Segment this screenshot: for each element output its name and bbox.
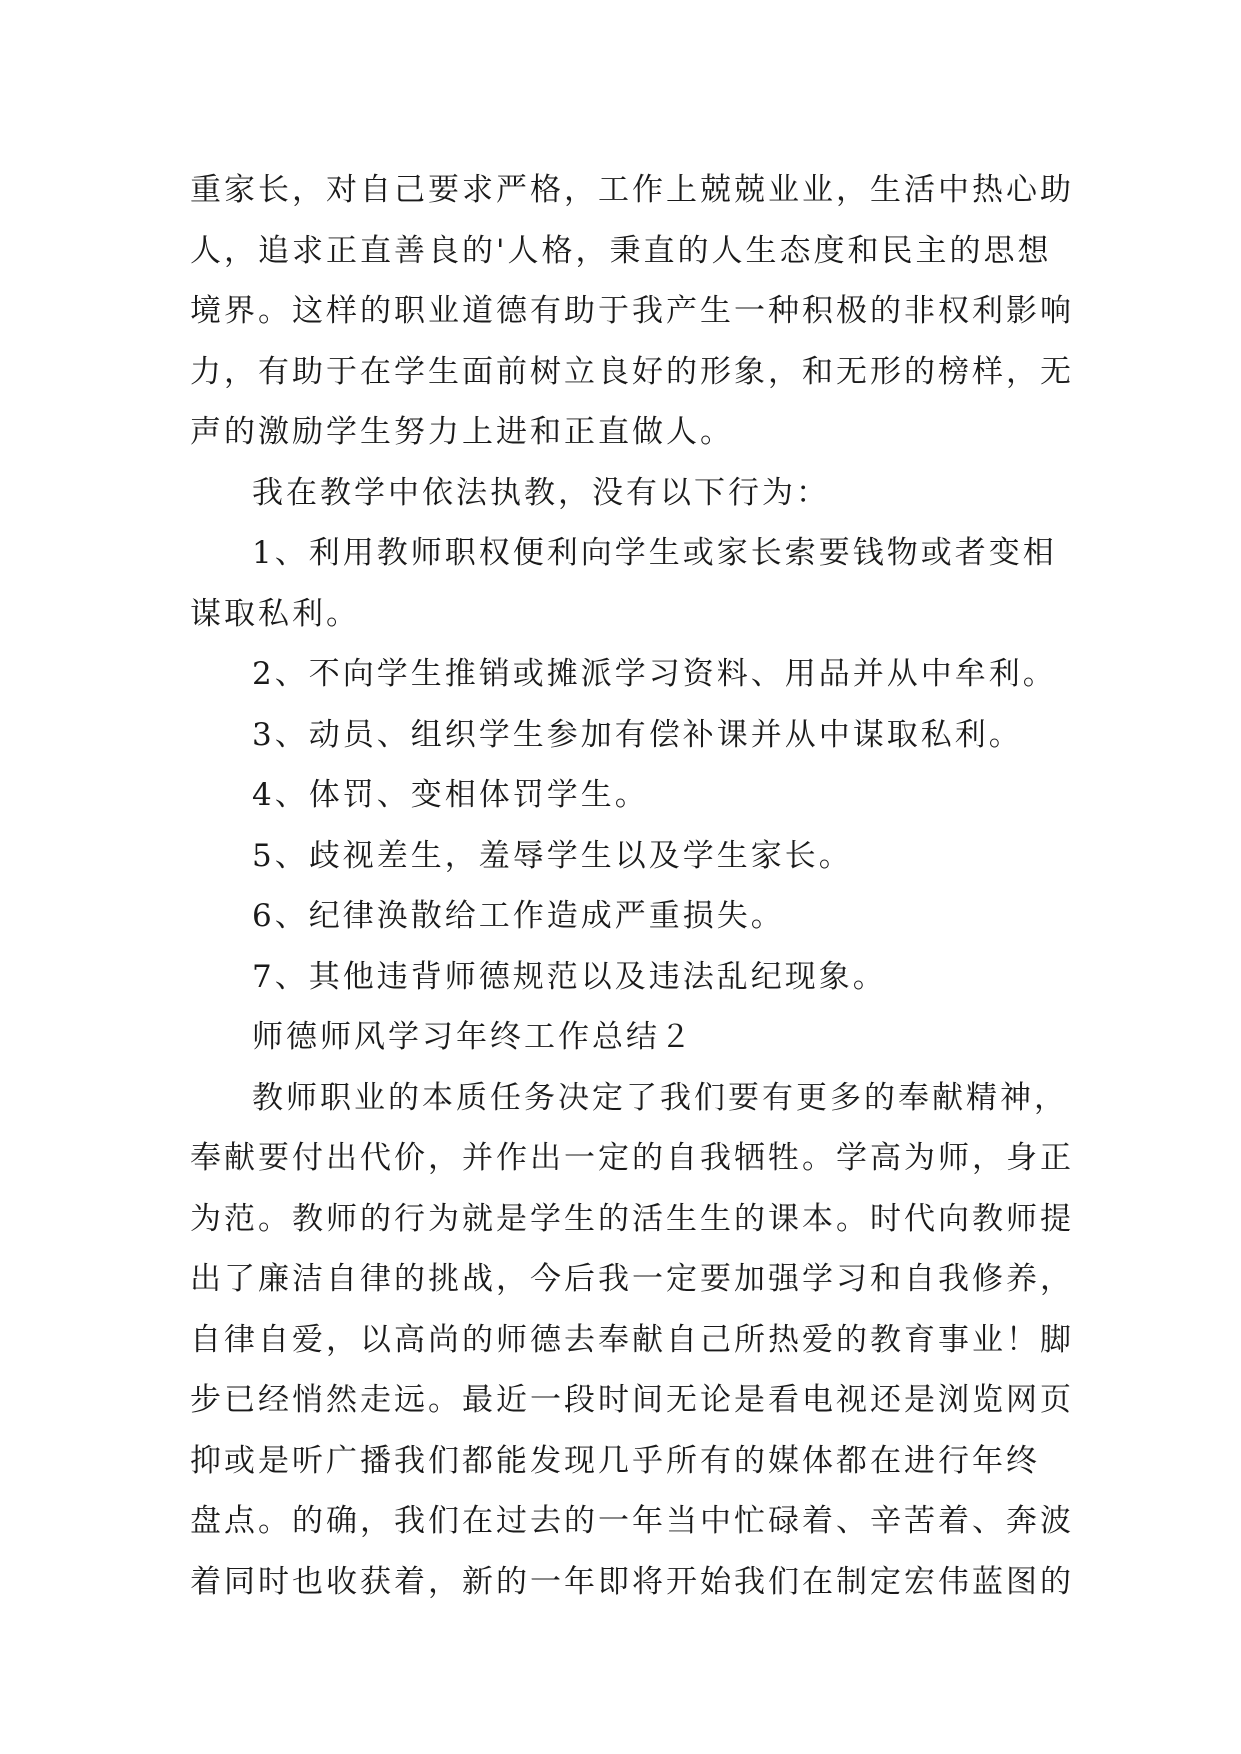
- list-item: 7、其他违背师德规范以及违法乱纪现象。: [252, 958, 887, 995]
- paragraph-line: 我在教学中依法执教，没有以下行为：: [252, 474, 830, 511]
- list-item: 2、不向学生推销或摊派学习资料、用品并从中牟利。: [252, 656, 1057, 692]
- paragraph-line: 声的激励学生努力上进和正直做人。: [190, 414, 734, 450]
- list-item-continuation: 谋取私利。: [190, 595, 360, 632]
- paragraph-line: 出了廉洁自律的挑战，今后我一定要加强学习和自我修养，: [190, 1261, 1074, 1297]
- paragraph-line: 步已经悄然走远。最近一段时间无论是看电视还是浏览网页: [190, 1382, 1074, 1418]
- paragraph-line: 盘点。的确，我们在过去的一年当中忙碌着、辛苦着、奔波: [190, 1503, 1074, 1539]
- section-heading: 师德师风学习年终工作总结２: [252, 1019, 694, 1055]
- list-item: 5、歧视差生，羞辱学生以及学生家长。: [252, 837, 853, 874]
- paragraph-line: 教师职业的本质任务决定了我们要有更多的奉献精神，: [252, 1079, 1068, 1116]
- list-item: 3、动员、组织学生参加有偿补课并从中谋取私利。: [252, 716, 1023, 753]
- document-body: [190, 160, 1074, 1612]
- paragraph-line: 奉献要付出代价，并作出一定的自我牺牲。学高为师，身正: [190, 1140, 1074, 1176]
- paragraph-line: 为范。教师的行为就是学生的活生生的课本。时代向教师提: [190, 1200, 1074, 1237]
- list-item: 4、体罚、变相体罚学生。: [252, 777, 649, 813]
- paragraph-line: 人，追求正直善良的'人格，秉直的人生态度和民主的思想: [190, 232, 1052, 269]
- paragraph-line: 境界。这样的职业道德有助于我产生一种积极的非权利影响: [190, 293, 1074, 329]
- paragraph-line: 抑或是听广播我们都能发现几乎所有的媒体都在进行年终: [190, 1442, 1040, 1479]
- list-item: 1、利用教师职权便利向学生或家长索要钱物或者变相: [252, 535, 1057, 571]
- paragraph-line: 着同时也收获着，新的一年即将开始我们在制定宏伟蓝图的: [190, 1563, 1074, 1600]
- list-item: 6、纪律涣散给工作造成严重损失。: [252, 898, 785, 934]
- paragraph-line: 力，有助于在学生面前树立良好的形象，和无形的榜样，无: [190, 353, 1074, 390]
- paragraph-line: 重家长，对自己要求严格，工作上兢兢业业，生活中热心助: [190, 172, 1074, 208]
- paragraph-line: 自律自爱，以高尚的师德去奉献自己所热爱的教育事业！脚: [190, 1321, 1074, 1358]
